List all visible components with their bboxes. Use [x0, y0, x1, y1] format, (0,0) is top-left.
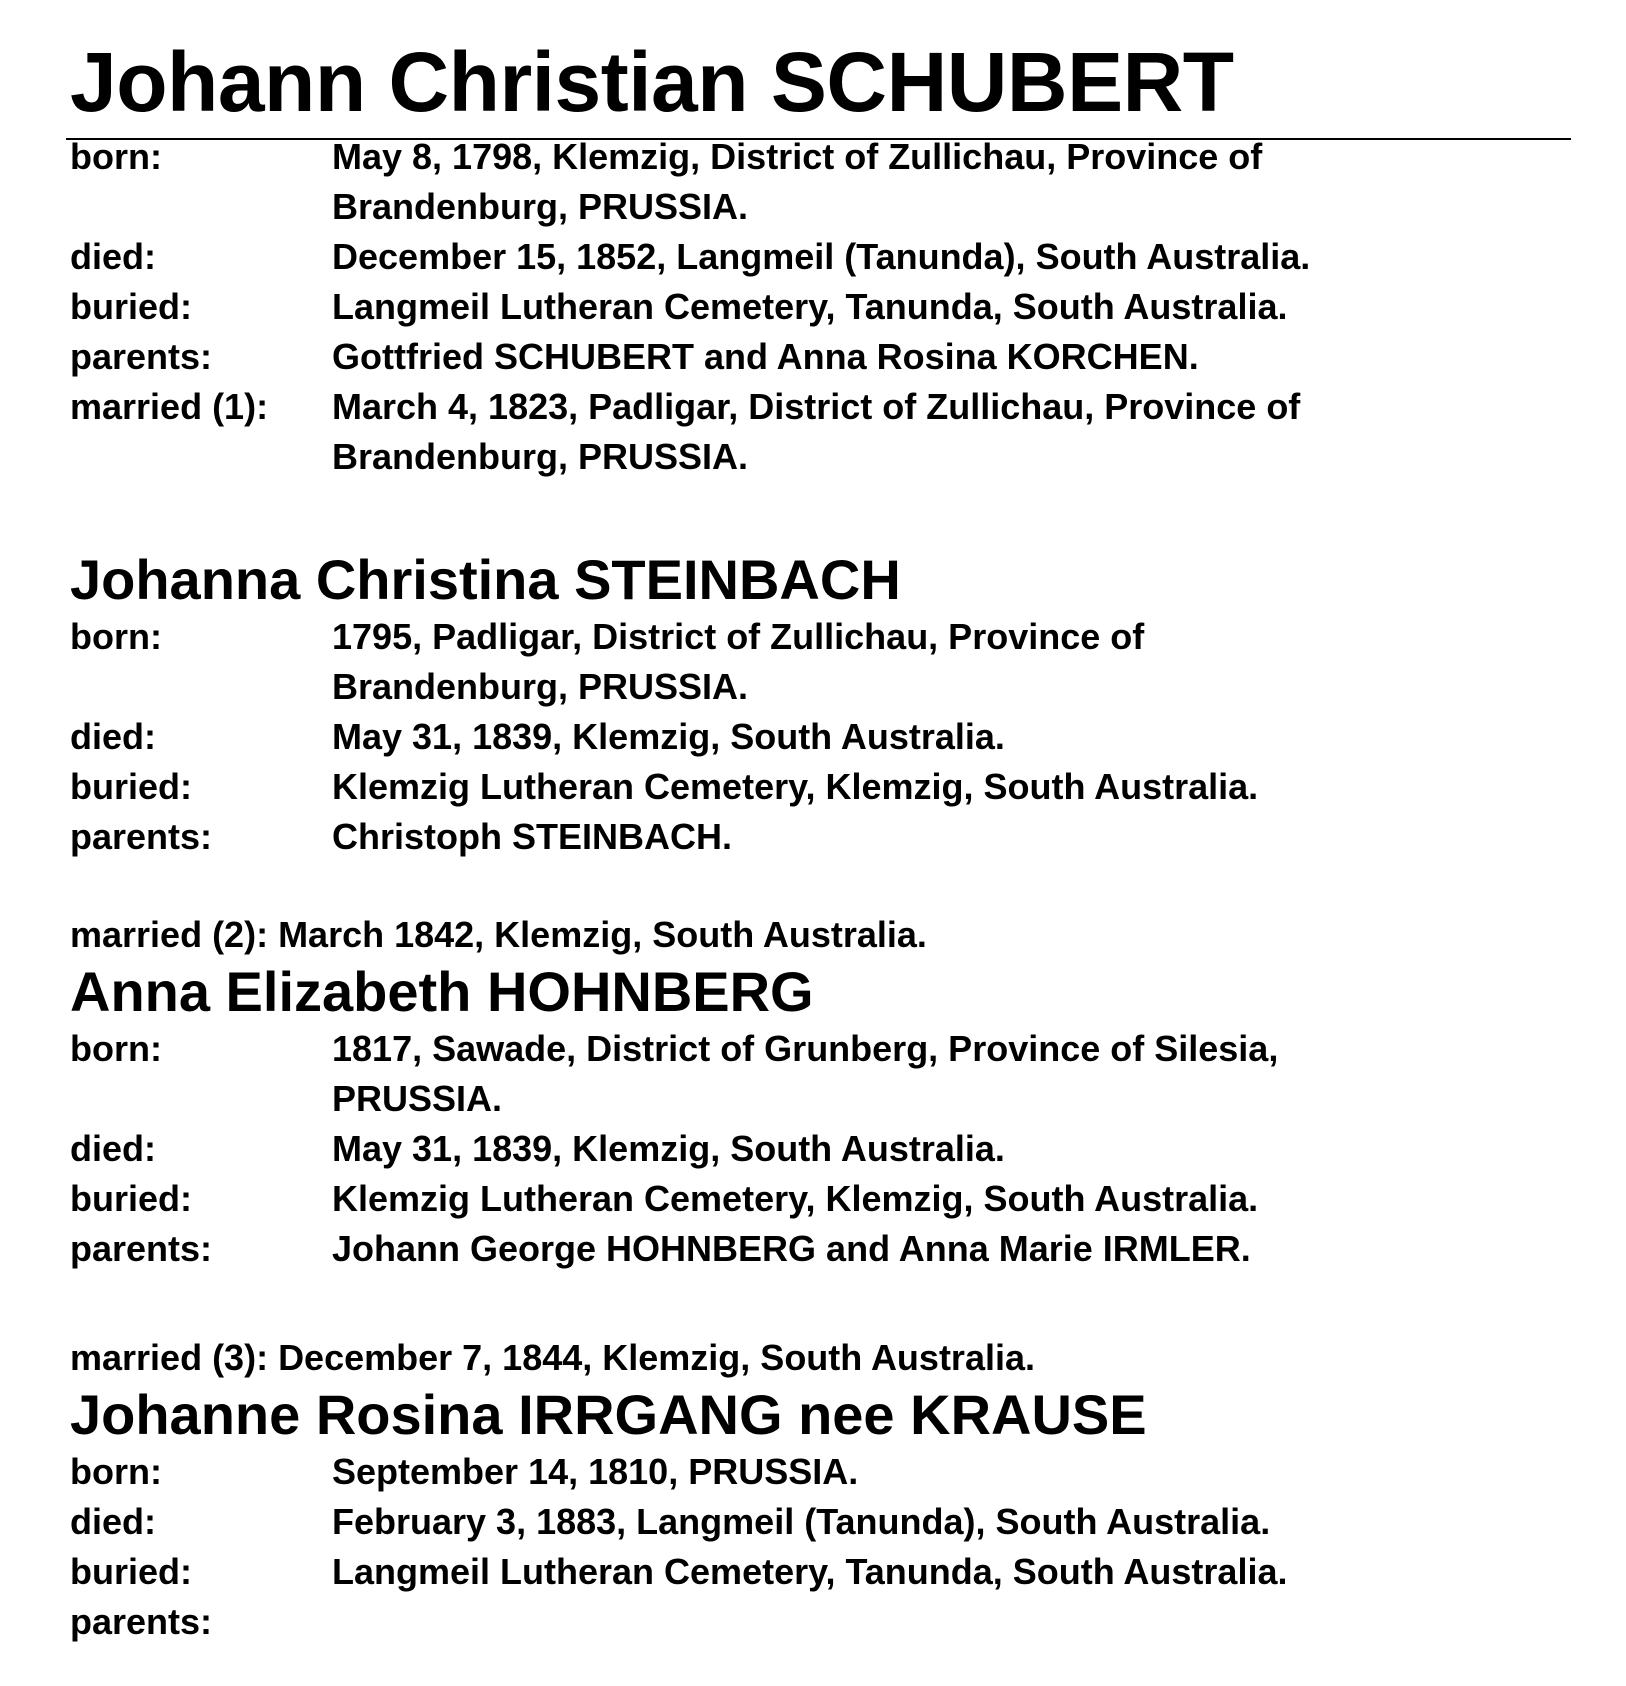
- fact-value-line: 1795, Padligar, District of Zullichau, Province of: [332, 616, 1145, 657]
- fact-value: December 15, 1852, Langmeil (Tanunda), South Australia.: [332, 236, 1311, 277]
- primary-facts: [70, 132, 1570, 482]
- fact-value: [332, 132, 1570, 232]
- fact-value: [332, 612, 1570, 712]
- fact-label: born:: [70, 136, 162, 177]
- fact-value-line: PRUSSIA.: [332, 1078, 503, 1119]
- fact-value-line: March 4, 1823, Padligar, District of Zullichau, Province of: [332, 386, 1301, 427]
- fact-row-died: [70, 1124, 1570, 1174]
- spouse-name: Anna Elizabeth HOHNBERG: [70, 960, 814, 1023]
- fact-row-died: [70, 712, 1570, 762]
- fact-row-born: [70, 132, 1570, 232]
- fact-row-born: [70, 612, 1570, 712]
- fact-row-died: [70, 232, 1570, 282]
- fact-value-line: Brandenburg, PRUSSIA.: [332, 186, 749, 227]
- fact-row-buried: [70, 282, 1570, 332]
- fact-row-born: [70, 1447, 1570, 1497]
- spouse-section-1: [70, 548, 1570, 862]
- page-title: Johann Christian SCHUBERT: [70, 35, 1234, 129]
- fact-label: born:: [70, 1451, 162, 1492]
- fact-label: died:: [70, 1501, 156, 1542]
- fact-label: born:: [70, 1028, 162, 1069]
- fact-label: buried:: [70, 286, 192, 327]
- fact-label: born:: [70, 616, 162, 657]
- fact-value: [332, 1597, 1570, 1647]
- fact-value: February 3, 1883, Langmeil (Tanunda), South Australia.: [332, 1501, 1271, 1542]
- fact-label: married (1):: [70, 386, 269, 427]
- fact-label: buried:: [70, 1551, 192, 1592]
- fact-value-line: Brandenburg, PRUSSIA.: [332, 666, 749, 707]
- fact-row-born: [70, 1024, 1570, 1124]
- fact-value-line: Brandenburg, PRUSSIA.: [332, 436, 749, 477]
- fact-value-line: May 8, 1798, Klemzig, District of Zullichau, Province of: [332, 136, 1263, 177]
- marriage-line: [70, 910, 1570, 960]
- spouse-section-2: [70, 910, 1570, 1274]
- fact-value: Klemzig Lutheran Cemetery, Klemzig, South Australia.: [332, 1178, 1259, 1219]
- fact-label: died:: [70, 1128, 156, 1169]
- fact-value: May 31, 1839, Klemzig, South Australia.: [332, 716, 1005, 757]
- fact-row-parents: [70, 332, 1570, 382]
- fact-value: September 14, 1810, PRUSSIA.: [332, 1451, 859, 1492]
- fact-label: died:: [70, 716, 156, 757]
- fact-value: May 31, 1839, Klemzig, South Australia.: [332, 1128, 1005, 1169]
- marriage-value: December 7, 1844, Klemzig, South Australia.: [278, 1337, 1035, 1378]
- marriage-label: married (3):: [70, 1337, 269, 1378]
- fact-row-buried: [70, 762, 1570, 812]
- spouse-name: Johanne Rosina IRRGANG nee KRAUSE: [70, 1383, 1147, 1446]
- marriage-line: [70, 1333, 1570, 1383]
- fact-label: parents:: [70, 1601, 213, 1642]
- fact-value: Gottfried SCHUBERT and Anna Rosina KORCHEN.: [332, 336, 1199, 377]
- fact-row-married-1: [70, 382, 1570, 482]
- spouse-name: Johanna Christina STEINBACH: [70, 548, 901, 611]
- fact-value: Johann George HOHNBERG and Anna Marie IRMLER.: [332, 1228, 1251, 1269]
- spouse-section-3: [70, 1333, 1570, 1647]
- fact-row-parents: [70, 1597, 1570, 1647]
- marriage-label: married (2):: [70, 914, 269, 955]
- marriage-value: March 1842, Klemzig, South Australia.: [278, 914, 927, 955]
- fact-label: died:: [70, 236, 156, 277]
- fact-value: Klemzig Lutheran Cemetery, Klemzig, South Australia.: [332, 766, 1259, 807]
- fact-label: buried:: [70, 766, 192, 807]
- fact-label: parents:: [70, 336, 213, 377]
- fact-row-died: [70, 1497, 1570, 1547]
- fact-value-line: 1817, Sawade, District of Grunberg, Province of Silesia,: [332, 1028, 1279, 1069]
- fact-label: parents:: [70, 816, 213, 857]
- fact-value: Christoph STEINBACH.: [332, 816, 732, 857]
- fact-row-buried: [70, 1174, 1570, 1224]
- fact-value: [332, 1024, 1570, 1124]
- fact-value: Langmeil Lutheran Cemetery, Tanunda, South Australia.: [332, 1551, 1288, 1592]
- fact-label: parents:: [70, 1228, 213, 1269]
- fact-value: [332, 382, 1570, 482]
- fact-row-parents: [70, 1224, 1570, 1274]
- fact-value: Langmeil Lutheran Cemetery, Tanunda, South Australia.: [332, 286, 1288, 327]
- fact-label: buried:: [70, 1178, 192, 1219]
- fact-row-parents: [70, 812, 1570, 862]
- fact-row-buried: [70, 1547, 1570, 1597]
